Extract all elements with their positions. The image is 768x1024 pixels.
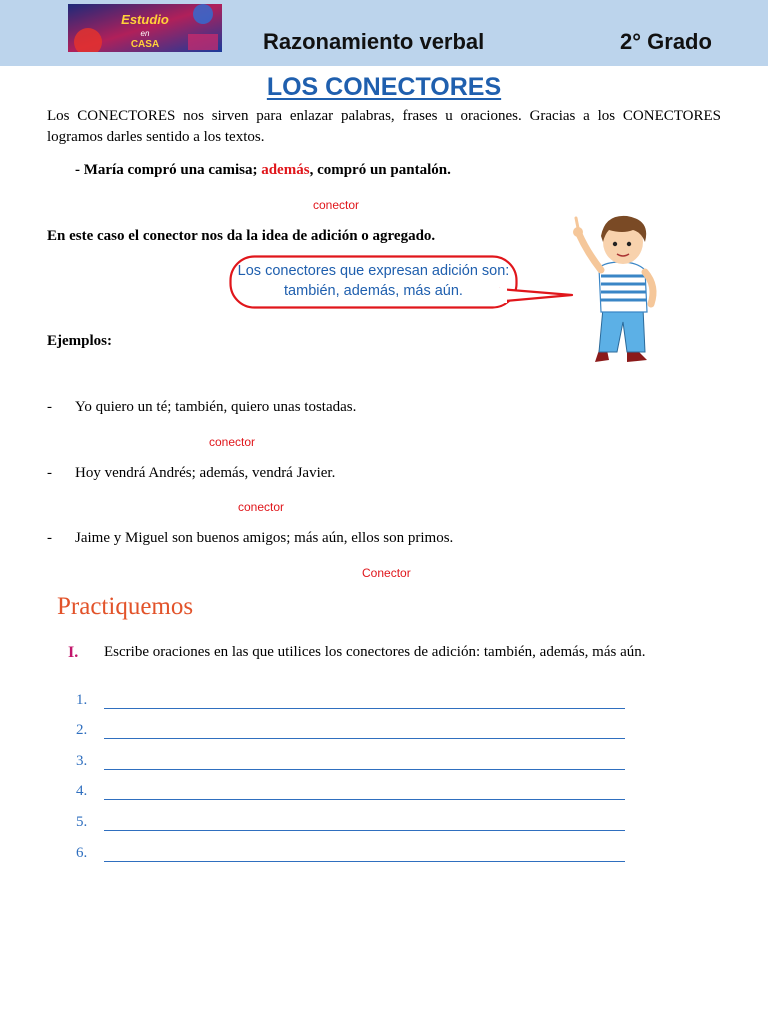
answer-number: 3. [76, 753, 88, 769]
main-example-after: , compró un pantalón. [309, 162, 451, 178]
intro-paragraph: Los CONECTORES nos sirven para enlazar palabras, frases u oraciones. Gracias a los CONECTORES logramos darles sentido a los textos. [47, 108, 721, 145]
example-sentence: Hoy vendrá Andrés; además, vendrá Javier. [75, 465, 336, 481]
answer-line[interactable] [104, 830, 625, 831]
answer-number: 5. [76, 814, 88, 830]
page-header [0, 0, 768, 66]
example-connector-label: Conector [362, 566, 411, 580]
example-sentence: Jaime y Miguel son buenos amigos; más aún, ellos son primos. [75, 530, 454, 546]
case-text: En este caso el conector nos da la idea de adición o agregado. [47, 228, 436, 244]
svg-text:CASA: CASA [130, 39, 160, 50]
main-example-before: - María compró una camisa; [75, 162, 262, 178]
answer-line[interactable] [104, 861, 625, 862]
exercise-number: I. [68, 644, 79, 661]
grade-label: 2° Grado [620, 29, 712, 54]
case-explanation [47, 228, 435, 245]
main-connector-label: conector [313, 198, 360, 212]
example-dash: - [47, 399, 52, 415]
main-example [75, 162, 451, 179]
svg-text:en: en [140, 29, 150, 38]
answer-line[interactable] [104, 738, 625, 739]
answer-number: 2. [76, 722, 88, 738]
answer-number: 6. [76, 845, 88, 861]
bubble-text: Los conectores que expresan adición son: también, además, más aún. [237, 263, 510, 299]
example-connector-label: conector [238, 500, 285, 514]
example-connector-label: conector [209, 435, 256, 449]
answer-number: 4. [76, 783, 88, 799]
examples-heading [47, 333, 112, 350]
exercise-instruction: Escribe oraciones en las que utilices los conectores de adición: también, además, más aún. [104, 644, 646, 660]
answer-number: 1. [76, 692, 88, 708]
answer-line[interactable] [104, 799, 625, 800]
practice-heading: Practiquemos [57, 593, 194, 620]
example-dash: - [47, 530, 52, 546]
school-logo-icon [68, 4, 222, 52]
example-dash: - [47, 465, 52, 481]
examples-heading-text: Ejemplos: [47, 333, 112, 349]
answer-line[interactable] [104, 769, 625, 770]
example-sentence: Yo quiero un té; también, quiero unas tostadas. [75, 399, 357, 415]
main-example-connector: además [261, 162, 310, 178]
subject-title: Razonamiento verbal [263, 29, 485, 54]
svg-text:Estudio: Estudio [121, 12, 169, 27]
boy-pointing-icon [565, 212, 670, 368]
answer-line[interactable] [104, 708, 625, 709]
page-title: LOS CONECTORES [266, 73, 502, 101]
